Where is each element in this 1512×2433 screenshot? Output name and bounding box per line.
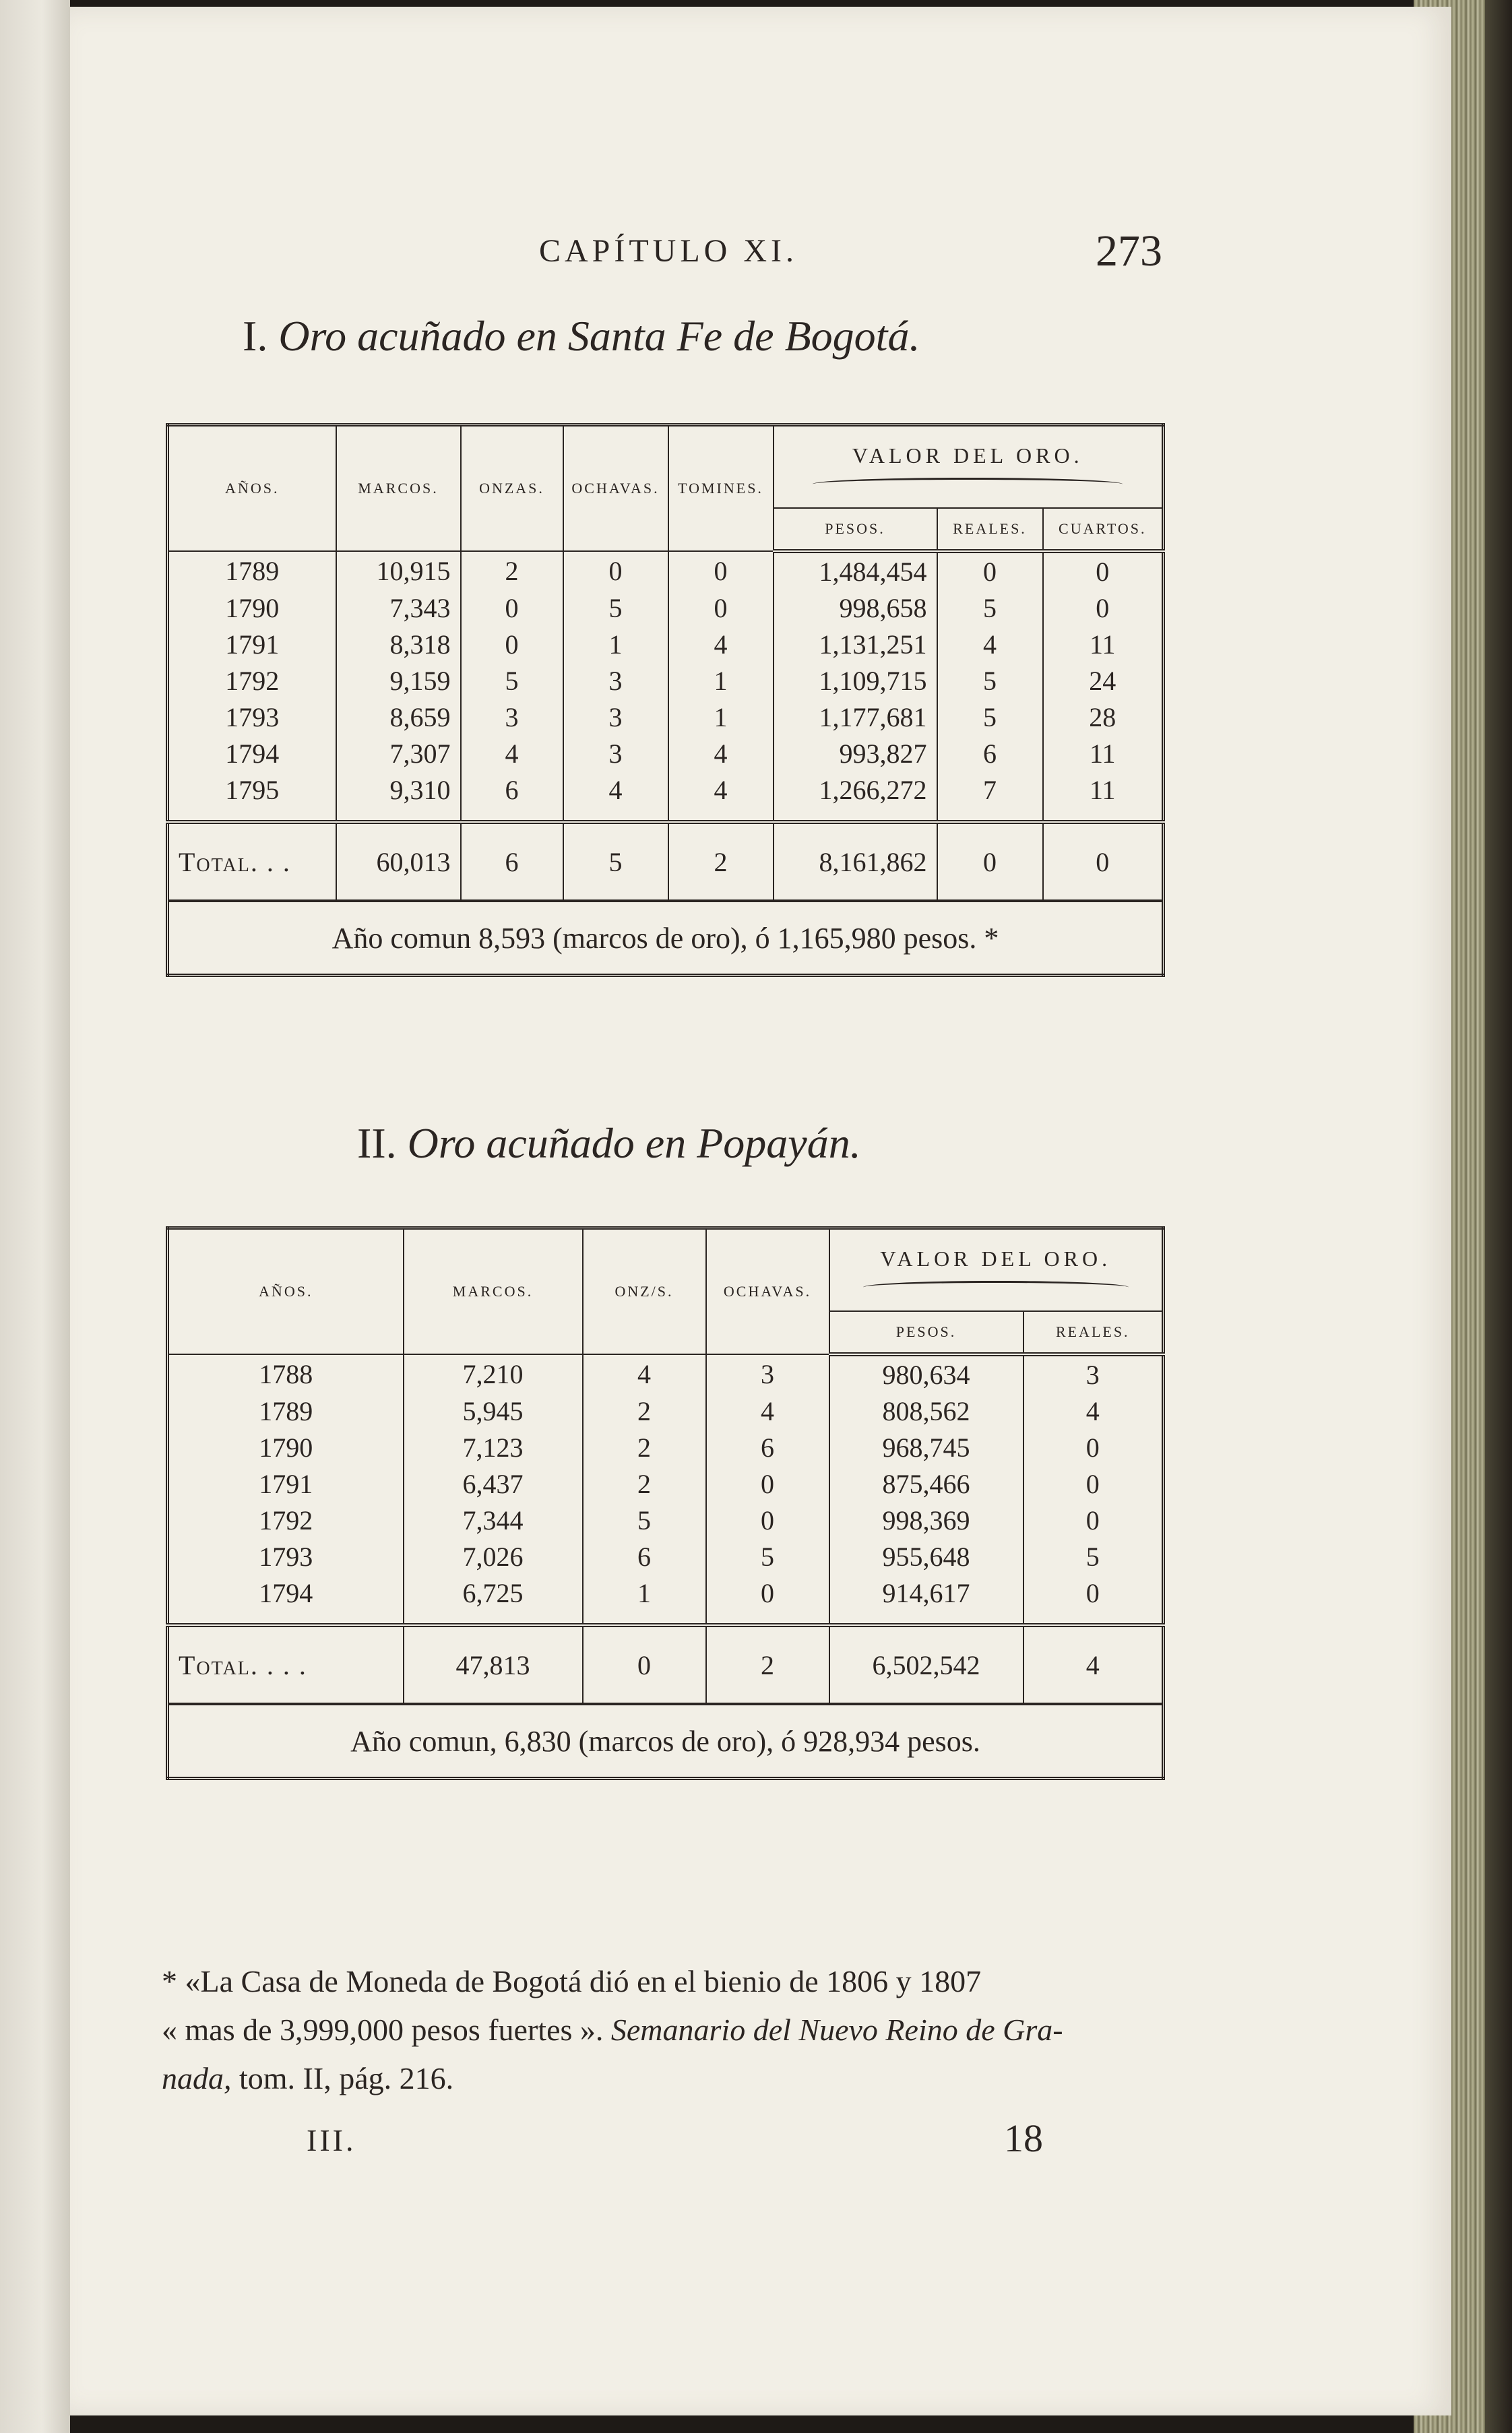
cell-ano: 1794	[168, 1575, 404, 1625]
valor-label: VALOR DEL ORO.	[880, 1246, 1112, 1271]
cell-pesos: 968,745	[829, 1429, 1023, 1465]
section-numeral: I.	[243, 312, 268, 360]
cell-marcos: 7,123	[404, 1429, 583, 1465]
cell-marcos: 7,026	[404, 1538, 583, 1575]
cell-ano: 1790	[168, 590, 336, 626]
cell-tomines: 4	[668, 626, 774, 662]
cell-marcos: 7,344	[404, 1502, 583, 1538]
total-tomines: 2	[668, 822, 774, 901]
col-header-valor	[774, 425, 1164, 509]
section-numeral: II.	[357, 1119, 397, 1167]
average-row	[168, 1704, 1164, 1779]
cell-marcos: 7,210	[404, 1354, 583, 1393]
cell-marcos: 5,945	[404, 1393, 583, 1429]
section-title-santa-fe	[243, 311, 920, 361]
total-onzas: 6	[461, 822, 563, 901]
cell-ano: 1788	[168, 1354, 404, 1393]
table-row	[168, 662, 1164, 699]
cell-ochavas: 3	[563, 735, 668, 771]
total-pesos: 6,502,542	[829, 1625, 1023, 1704]
footnote-line-3	[162, 2054, 1186, 2103]
table-row	[168, 771, 1164, 822]
cell-reales: 0	[1023, 1575, 1164, 1625]
cell-ano: 1792	[168, 1502, 404, 1538]
cell-pesos: 955,648	[829, 1538, 1023, 1575]
cell-ano: 1794	[168, 735, 336, 771]
brace	[863, 1281, 1129, 1294]
cell-marcos: 9,159	[336, 662, 461, 699]
cell-ano: 1793	[168, 1538, 404, 1575]
average-note: Año comun, 6,830 (marcos de oro), ó 928,934 pesos.	[168, 1704, 1164, 1779]
cell-onzas: 5	[461, 662, 563, 699]
cell-reales: 5	[937, 590, 1043, 626]
cell-pesos: 1,266,272	[774, 771, 937, 822]
cell-ochavas: 3	[563, 662, 668, 699]
footnote-text: tom. II, pág. 216.	[239, 2061, 454, 2095]
total-cuartos: 0	[1043, 822, 1164, 901]
cell-tomines: 1	[668, 699, 774, 735]
cell-ano: 1791	[168, 1465, 404, 1502]
book-gutter	[0, 0, 70, 2433]
section-title-popayan	[357, 1118, 861, 1168]
cell-ano: 1792	[168, 662, 336, 699]
cell-pesos: 1,109,715	[774, 662, 937, 699]
col-header-reales: REALES.	[937, 508, 1043, 551]
total-ochavas: 5	[563, 822, 668, 901]
average-row	[168, 901, 1164, 976]
table-row	[168, 1354, 1164, 1393]
footnote-line-1: * «La Casa de Moneda de Bogotá dió en el bienio de 1806 y 1807	[162, 1964, 982, 1998]
section-title-text: Oro acuñado en Santa Fe de Bogotá.	[278, 312, 920, 360]
cell-ochavas: 4	[563, 771, 668, 822]
col-header-reales: REALES.	[1023, 1311, 1164, 1354]
total-reales: 4	[1023, 1625, 1164, 1704]
total-label: Total. . . .	[168, 1625, 404, 1704]
cell-cuartos: 11	[1043, 771, 1164, 822]
col-header-cuartos: CUARTOS.	[1043, 508, 1164, 551]
cell-reales: 5	[937, 699, 1043, 735]
cell-ano: 1789	[168, 551, 336, 590]
cell-pesos: 1,177,681	[774, 699, 937, 735]
cell-pesos: 998,369	[829, 1502, 1023, 1538]
table-row	[168, 699, 1164, 735]
cell-pesos: 808,562	[829, 1393, 1023, 1429]
col-header-tomines: TOMINES.	[668, 425, 774, 552]
table-row	[168, 1465, 1164, 1502]
cell-tomines: 4	[668, 771, 774, 822]
col-header-marcos: MARCOS.	[404, 1228, 583, 1355]
total-ochavas: 2	[706, 1625, 829, 1704]
total-label: Total. . .	[168, 822, 336, 901]
cell-ochavas: 6	[706, 1429, 829, 1465]
cell-ochavas: 0	[706, 1465, 829, 1502]
cell-onzas: 4	[461, 735, 563, 771]
cell-reales: 3	[1023, 1354, 1164, 1393]
table-row	[168, 1393, 1164, 1429]
table-row	[168, 626, 1164, 662]
cell-onzas: 0	[461, 626, 563, 662]
cell-pesos: 1,131,251	[774, 626, 937, 662]
table-popayan	[166, 1226, 1165, 1780]
col-header-onzas: ONZ/S.	[583, 1228, 706, 1355]
col-header-onzas: ONZAS.	[461, 425, 563, 552]
total-onzas: 0	[583, 1625, 706, 1704]
cell-ano: 1791	[168, 626, 336, 662]
running-head: CAPÍTULO XI.	[539, 233, 798, 269]
cell-ano: 1795	[168, 771, 336, 822]
cell-ochavas: 0	[706, 1575, 829, 1625]
cell-ochavas: 5	[563, 590, 668, 626]
valor-label: VALOR DEL ORO.	[852, 443, 1083, 468]
col-header-pesos: PESOS.	[774, 508, 937, 551]
cell-tomines: 0	[668, 590, 774, 626]
cell-ochavas: 3	[563, 699, 668, 735]
col-header-valor	[829, 1228, 1164, 1312]
cell-ano: 1789	[168, 1393, 404, 1429]
footnote-text: « mas de 3,999,000 pesos fuertes ».	[162, 2013, 604, 2047]
page-number: 273	[1096, 226, 1162, 276]
cell-reales: 4	[1023, 1393, 1164, 1429]
total-reales: 0	[937, 822, 1043, 901]
average-note: Año comun 8,593 (marcos de oro), ó 1,165,980 pesos. *	[168, 901, 1164, 976]
footnote-line-2	[162, 2006, 1186, 2054]
cell-marcos: 10,915	[336, 551, 461, 590]
cell-reales: 7	[937, 771, 1043, 822]
cell-onzas: 2	[583, 1393, 706, 1429]
cell-reales: 0	[1023, 1502, 1164, 1538]
col-header-pesos: PESOS.	[829, 1311, 1023, 1354]
cell-pesos: 875,466	[829, 1465, 1023, 1502]
cell-marcos: 9,310	[336, 771, 461, 822]
cell-tomines: 1	[668, 662, 774, 699]
cell-ano: 1793	[168, 699, 336, 735]
col-header-anos: AÑOS.	[168, 1228, 404, 1355]
cell-ochavas: 1	[563, 626, 668, 662]
cell-tomines: 4	[668, 735, 774, 771]
col-header-ochavas: OCHAVAS.	[563, 425, 668, 552]
cell-onzas: 6	[461, 771, 563, 822]
cell-ano: 1790	[168, 1429, 404, 1465]
col-header-marcos: MARCOS.	[336, 425, 461, 552]
total-pesos: 8,161,862	[774, 822, 937, 901]
cell-ochavas: 0	[563, 551, 668, 590]
cell-reales: 5	[1023, 1538, 1164, 1575]
cell-pesos: 980,634	[829, 1354, 1023, 1393]
footnote	[162, 1957, 1186, 2103]
col-header-anos: AÑOS.	[168, 425, 336, 552]
cell-reales: 5	[937, 662, 1043, 699]
cell-cuartos: 24	[1043, 662, 1164, 699]
cell-ochavas: 3	[706, 1354, 829, 1393]
cell-reales: 4	[937, 626, 1043, 662]
total-marcos: 47,813	[404, 1625, 583, 1704]
printer-signature: III.	[307, 2123, 356, 2157]
table-row	[168, 1575, 1164, 1625]
col-header-ochavas: OCHAVAS.	[706, 1228, 829, 1355]
cell-onzas: 6	[583, 1538, 706, 1575]
cell-onzas: 2	[583, 1429, 706, 1465]
table-row	[168, 551, 1164, 590]
total-marcos: 60,013	[336, 822, 461, 901]
cell-reales: 0	[1023, 1465, 1164, 1502]
cell-marcos: 6,725	[404, 1575, 583, 1625]
cell-cuartos: 11	[1043, 735, 1164, 771]
table-row	[168, 1502, 1164, 1538]
footnote-citation: Semanario del Nuevo Reino de Gra-	[610, 2013, 1063, 2047]
cell-ochavas: 0	[706, 1502, 829, 1538]
cell-reales: 6	[937, 735, 1043, 771]
table-santa-fe	[166, 423, 1165, 977]
cell-marcos: 7,343	[336, 590, 461, 626]
signature-number: 18	[1004, 2116, 1043, 2160]
cell-pesos: 1,484,454	[774, 551, 937, 590]
cell-marcos: 7,307	[336, 735, 461, 771]
table-row	[168, 1538, 1164, 1575]
cell-cuartos: 11	[1043, 626, 1164, 662]
total-row	[168, 822, 1164, 901]
brace	[813, 478, 1123, 491]
cell-cuartos: 0	[1043, 551, 1164, 590]
cell-onzas: 0	[461, 590, 563, 626]
cell-reales: 0	[1023, 1429, 1164, 1465]
cell-cuartos: 28	[1043, 699, 1164, 735]
cell-ochavas: 4	[706, 1393, 829, 1429]
cell-pesos: 998,658	[774, 590, 937, 626]
cell-cuartos: 0	[1043, 590, 1164, 626]
cell-marcos: 8,659	[336, 699, 461, 735]
cell-onzas: 3	[461, 699, 563, 735]
cell-tomines: 0	[668, 551, 774, 590]
cell-pesos: 914,617	[829, 1575, 1023, 1625]
cell-onzas: 4	[583, 1354, 706, 1393]
cell-onzas: 2	[461, 551, 563, 590]
table-row	[168, 590, 1164, 626]
cell-ochavas: 5	[706, 1538, 829, 1575]
table-row	[168, 735, 1164, 771]
table-row	[168, 1429, 1164, 1465]
cell-reales: 0	[937, 551, 1043, 590]
cell-onzas: 1	[583, 1575, 706, 1625]
cell-onzas: 5	[583, 1502, 706, 1538]
cell-pesos: 993,827	[774, 735, 937, 771]
cell-marcos: 8,318	[336, 626, 461, 662]
section-title-text: Oro acuñado en Popayán.	[407, 1119, 861, 1167]
cell-marcos: 6,437	[404, 1465, 583, 1502]
cell-onzas: 2	[583, 1465, 706, 1502]
footnote-citation: nada,	[162, 2061, 232, 2095]
total-row	[168, 1625, 1164, 1704]
